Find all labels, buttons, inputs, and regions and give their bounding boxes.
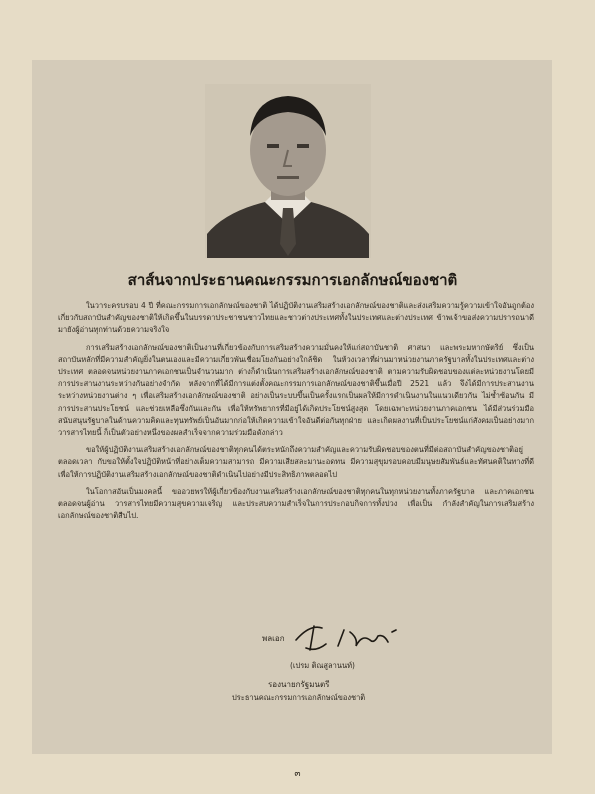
paragraph: ขอให้ผู้ปฏิบัติงานเสริมสร้างเอกลักษณ์ของชาติทุกคนได้ตระหนักถึงความสำคัญและความรับผิดชอบของตนที่มีต่อสถาบันสำคัญของชาติอยู่ตลอดเวลา กับขอให้ตั้งใจปฏิบัติหน้าที่อย่างเต็มความสามารถ มีความเสียสละมานะอดทน มีความสุขุมรอบคอบมีมนุษยสัมพันธ์และทัศนคติในทางที่ดี เพื่อให้การปฏิบัติงานเสริมสร้างเอกลักษณ์ของชาติดำเนินไปอย่างมีประสิทธิภาพตลอดไป — [58, 445, 534, 479]
signature-name: (เปรม ติณสูลานนท์) — [290, 661, 355, 670]
page-number: ๓ — [294, 769, 301, 779]
handwritten-signature — [292, 618, 402, 654]
signature-rank: พลเอก — [262, 634, 285, 643]
paragraph: การเสริมสร้างเอกลักษณ์ของชาติเป็นงานที่เกี่ยวข้องกับการเสริมสร้างความมั่นคงให้แก่สถาบันชาติ ศาสนา และพระมหากษัตริย์ ซึ่งเป็นสถาบันหลักที่มีความสำคัญยิ่งในตนเองและมีความเกี่ยวพันเชื่อมโยงกันอย่างใกล้ชิด ในห้วงเวลาที่ผ่านมาหน่วยงานภาครัฐบาลทั้งในประเทศและต่างประเทศ ตลอดจนหน่วยงานภาคเอกชนเป็นจำนวนมาก ต่างก็ดำเนินการเสริมสร้างเอกลักษณ์ของชาติ ตามความรับผิดชอบของแต่ละหน่วยงานโดยมีการประสานงานระหว่างกันอย่างจำกัด หลังจากที่ได้มีการแต่งตั้งคณะกรรมการเอกลักษณ์ของชาติขึ้นเมื่อปี 2521 แล้ว จึงได้มีการประสานงานระหว่างหน่วยงานต่าง ๆ เพื่อเสริมสร้างเอกลักษณ์ของชาติ อย่างเป็นระบบขึ้นเป็นครั้งแรกเป็นผลให้มีการดำเนินงานในแนวเดียวกัน ไม่ซ้ำซ้อนกัน มีการประสานประโยชน์ และช่วยเหลือซึ่งกันและกัน เพื่อให้ทรัพยากรที่มีอยู่ได้เกิดประโยชน์สูงสุด โดยเฉพาะหน่วยงานภาคเอกชน ได้มีส่วนร่วมมือสนับสนุนรัฐบาลในด้านความคิดและทุนทรัพย์เป็นอันมากก่อให้เกิดความเข้าใจอันดีต่อกันทุกฝ่าย และเกิดผลงานที่เป็นประโยชน์แก่สังคมเป็นอย่างมาก วารสารไทยนี้ ก็เป็นตัวอย่างหนึ่งของผลสำเร็จจากความร่วมมือดังกล่าว — [58, 342, 534, 438]
signature-role: ประธานคณะกรรมการเอกลักษณ์ของชาติ — [232, 693, 366, 702]
portrait-photo — [205, 84, 371, 258]
document-title: สาส์นจากประธานคณะกรรมการเอกลักษณ์ของชาติ — [127, 271, 458, 289]
paragraph: ในวาระครบรอบ 4 ปี ที่คณะกรรมการเอกลักษณ์ของชาติ ได้ปฏิบัติงานเสริมสร้างเอกลักษณ์ของชาติและส่งเสริมความรู้ความเข้าใจอันถูกต้องเกี่ยวกับสถาบันสำคัญของชาติให้เกิดขึ้นในบรรดาประชาชนชาวไทยและชาวต่างประเทศทั้งในประเทศและต่างประเทศ ข้าพเจ้าขอส่งความปรารถนาดีมายังผู้อ่านทุกท่านด้วยความจริงใจ — [58, 301, 534, 335]
paragraph: ในโอกาสอันเป็นมงคลนี้ ขออวยพรให้ผู้เกี่ยวข้องกับงานเสริมสร้างเอกลักษณ์ของชาติทุกคนในทุกหน่วยงานทั้งภาครัฐบาล และภาคเอกชนตลอดจนผู้อ่าน วารสารไทยมีความสุขความเจริญ และประสบความสำเร็จในการประกอบกิจการทั้งปวง เพื่อเป็น กำลังสำคัญในการเสริมสร้างเอกลักษณ์ของชาติสืบไป. — [58, 486, 534, 521]
message-body — [58, 300, 534, 527]
signature-position: รองนายกรัฐมนตรี — [268, 680, 330, 689]
